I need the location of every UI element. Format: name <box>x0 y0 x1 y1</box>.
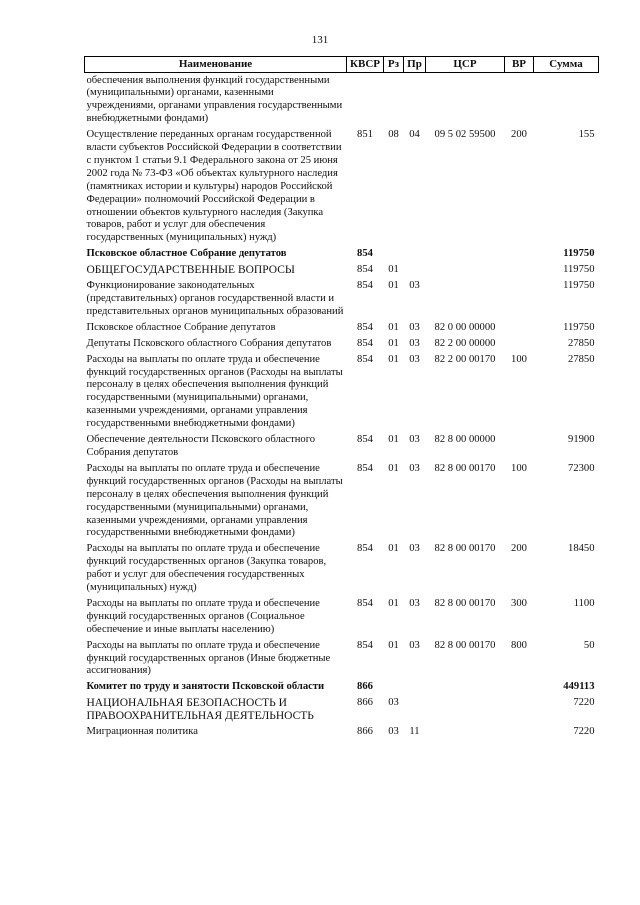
cell-pr: 03 <box>409 462 420 474</box>
cell-sum <box>534 73 599 128</box>
cell-pr <box>404 680 426 696</box>
cell-csr <box>426 680 505 696</box>
cell-kvsr: 854 <box>357 462 373 474</box>
cell-name: НАЦИОНАЛЬНАЯ БЕЗОПАСНОСТЬ И ПРАВООХРАНИТЕЛЬНАЯ ДЕЯТЕЛЬНОСТЬ <box>86 697 314 723</box>
cell-rz <box>384 73 404 128</box>
cell-name: ОБЩЕГОСУДАРСТВЕННЫЕ ВОПРОСЫ <box>86 264 295 277</box>
cell-rz: 01 <box>388 321 399 333</box>
cell-kvsr: 854 <box>357 353 373 365</box>
cell-name: Расходы на выплаты по оплате труда и обеспечение функций государственных органов (Иные бюджетные ассигнования) <box>86 639 331 677</box>
cell-csr: 82 8 00 00170 <box>434 543 496 555</box>
cell-csr: 82 8 00 00170 <box>434 597 496 609</box>
cell-kvsr: 854 <box>357 321 373 333</box>
cell-csr <box>426 725 505 741</box>
table-row <box>85 638 599 680</box>
cell-rz: 01 <box>388 337 399 349</box>
cell-pr: 03 <box>409 434 420 446</box>
cell-rz: 01 <box>388 597 399 609</box>
cell-name: Комитет по труду и занятости Псковской области <box>86 681 325 693</box>
table-row <box>85 352 599 432</box>
cell-vr: 200 <box>511 543 527 555</box>
cell-name: Депутаты Псковского областного Собрания депутатов <box>86 337 332 349</box>
cell-csr: 82 8 00 00170 <box>434 639 496 651</box>
cell-kvsr: 854 <box>357 597 373 609</box>
cell-pr: 03 <box>409 639 420 651</box>
budget-table <box>84 56 599 741</box>
cell-kvsr: 854 <box>357 639 373 651</box>
table-row <box>85 725 599 741</box>
cell-kvsr: 866 <box>357 681 373 693</box>
cell-rz: 03 <box>388 726 399 738</box>
cell-pr: 03 <box>409 321 420 333</box>
cell-vr <box>505 279 534 321</box>
header-pr: Пр <box>404 57 426 73</box>
cell-vr: 100 <box>511 353 527 365</box>
cell-vr: 300 <box>511 597 527 609</box>
cell-kvsr <box>347 73 384 128</box>
cell-csr: 82 0 00 00000 <box>434 321 496 333</box>
cell-csr <box>426 263 505 279</box>
cell-pr <box>404 247 426 263</box>
cell-rz <box>384 680 404 696</box>
cell-sum: 7220 <box>573 726 595 738</box>
cell-csr: 82 8 00 00170 <box>434 462 496 474</box>
cell-rz: 01 <box>388 264 399 276</box>
cell-name: Псковское областное Собрание депутатов <box>86 321 276 333</box>
table-row <box>85 279 599 321</box>
header-kvsr: КВСР <box>347 57 384 73</box>
cell-vr <box>505 263 534 279</box>
cell-kvsr: 851 <box>357 129 373 141</box>
cell-pr: 11 <box>409 726 420 738</box>
cell-sum: 1100 <box>573 597 595 609</box>
cell-vr <box>505 320 534 336</box>
table-row <box>85 596 599 638</box>
cell-vr <box>505 73 534 128</box>
cell-sum: 7220 <box>573 697 595 709</box>
table-row <box>85 128 599 247</box>
cell-rz: 01 <box>388 543 399 555</box>
cell-name: Расходы на выплаты по оплате труда и обеспечение функций государственных органов (Социальное обеспечение и иные выплаты населению) <box>86 597 320 635</box>
cell-csr: 82 2 00 00170 <box>434 353 496 365</box>
cell-name: Осуществление переданных органам государственной власти субъектов Российской Федерации в соответствии с пунктом 1 статьи 9.1 Федерального закона от 25 июня 2002 года № 73-ФЗ «Об объектах культурного наследия (памятниках истории и культуры) народов Российской Федерации» полномочий Российской Федерации в отношении объектов культурного наследия (Закупка товаров, работ и услуг для обеспечения государственных (муниципальных) нужд) <box>86 129 342 244</box>
cell-vr <box>505 433 534 462</box>
cell-rz: 03 <box>388 697 399 709</box>
cell-pr <box>404 263 426 279</box>
cell-sum: 155 <box>578 129 595 141</box>
cell-sum: 119750 <box>563 280 595 292</box>
table-row <box>85 247 599 263</box>
cell-pr <box>404 73 426 128</box>
cell-name: Расходы на выплаты по оплате труда и обеспечение функций государственных органов (Расходы на выплаты персоналу в целях обеспечения выполнения функций государственными (муниципальными) органами, казенными учреждениями, органами управления государственными внебюджетными фондами) <box>86 353 343 430</box>
cell-vr <box>505 725 534 741</box>
table-row <box>85 263 599 279</box>
cell-csr: 09 5 02 59500 <box>434 129 496 141</box>
cell-vr <box>505 336 534 352</box>
cell-rz: 01 <box>388 353 399 365</box>
cell-rz: 01 <box>388 462 399 474</box>
cell-rz: 01 <box>388 639 399 651</box>
cell-sum: 50 <box>583 639 595 651</box>
cell-vr: 800 <box>511 639 527 651</box>
cell-name: Миграционная политика <box>86 726 198 738</box>
table-row <box>85 336 599 352</box>
table-header-row <box>85 57 599 73</box>
cell-sum: 91900 <box>568 434 595 446</box>
cell-pr: 04 <box>409 129 420 141</box>
cell-name: Функционирование законодательных (представительных) органов государственной власти и представительных органов муниципальных образований <box>86 280 344 317</box>
cell-sum: 119750 <box>563 321 595 333</box>
cell-kvsr: 854 <box>357 434 373 446</box>
cell-csr: 82 8 00 00000 <box>434 434 496 446</box>
cell-name: Псковское областное Собрание депутатов <box>86 248 287 260</box>
cell-sum: 18450 <box>568 543 595 555</box>
table-row <box>85 73 599 128</box>
cell-name: Обеспечение деятельности Псковского областного Собрания депутатов <box>86 434 316 458</box>
cell-csr <box>426 696 505 725</box>
cell-pr: 03 <box>409 280 420 292</box>
cell-sum: 72300 <box>568 462 595 474</box>
cell-sum: 27850 <box>568 353 595 365</box>
cell-pr <box>404 696 426 725</box>
cell-vr <box>505 247 534 263</box>
header-vr: ВР <box>505 57 534 73</box>
cell-vr <box>505 696 534 725</box>
cell-csr <box>426 73 505 128</box>
cell-csr <box>426 247 505 263</box>
cell-name: Расходы на выплаты по оплате труда и обеспечение функций государственных органов (Закупка товаров, работ и услуг для обеспечения государственных (муниципальных) нужд) <box>86 543 327 594</box>
header-name: Наименование <box>85 57 347 73</box>
table-row <box>85 696 599 725</box>
cell-kvsr: 854 <box>357 543 373 555</box>
cell-sum: 449113 <box>563 681 595 693</box>
cell-kvsr: 854 <box>357 337 373 349</box>
cell-rz <box>384 247 404 263</box>
cell-rz: 08 <box>388 129 399 141</box>
cell-kvsr: 854 <box>357 264 373 276</box>
cell-kvsr: 866 <box>357 697 373 709</box>
header-csr: ЦСР <box>426 57 505 73</box>
cell-sum: 119750 <box>563 248 595 260</box>
cell-kvsr: 854 <box>357 280 373 292</box>
table-row <box>85 320 599 336</box>
cell-vr: 200 <box>511 129 527 141</box>
table-row <box>85 680 599 696</box>
cell-vr: 100 <box>511 462 527 474</box>
cell-pr: 03 <box>409 597 420 609</box>
cell-rz: 01 <box>388 434 399 446</box>
cell-sum: 27850 <box>568 337 595 349</box>
cell-csr <box>426 279 505 321</box>
cell-vr <box>505 680 534 696</box>
cell-kvsr: 854 <box>357 248 373 260</box>
cell-sum: 119750 <box>563 264 595 276</box>
page-number: 131 <box>311 34 329 46</box>
cell-rz: 01 <box>388 280 399 292</box>
header-sum: Сумма <box>534 57 599 73</box>
cell-pr: 03 <box>409 543 420 555</box>
table-row <box>85 542 599 597</box>
cell-pr: 03 <box>409 353 420 365</box>
cell-kvsr: 866 <box>357 726 373 738</box>
header-rz: Рз <box>384 57 404 73</box>
cell-name: обеспечения выполнения функций государственными (муниципальными) органами, казенными учреждениями, органами управления государственными внебюджетными фондами) <box>86 74 343 125</box>
table-row <box>85 433 599 462</box>
cell-name: Расходы на выплаты по оплате труда и обеспечение функций государственных органов (Расходы на выплаты персоналу в целях обеспечения выполнения функций государственными (муниципальными) органами, казенными учреждениями, органами управления государственными внебюджетными фондами) <box>86 462 343 539</box>
cell-csr: 82 2 00 00000 <box>434 337 496 349</box>
table-row <box>85 461 599 541</box>
cell-pr: 03 <box>409 337 420 349</box>
